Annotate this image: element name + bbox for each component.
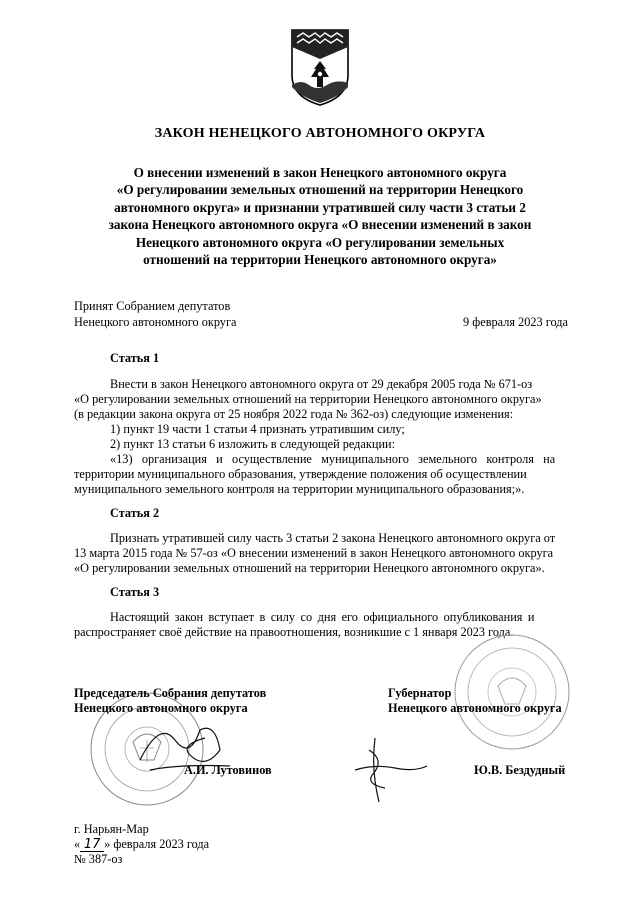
right-signer-title: Ненецкого автономного округа [388, 701, 562, 715]
article-1-quote: муниципального земельного контроля на территории муниципального образования;». [74, 482, 525, 496]
article-3-heading: Статья 3 [110, 585, 160, 599]
article-1-quote: «13) организация и осуществление муниципального земельного контроля на [110, 452, 556, 466]
handwritten-signature-right [345, 730, 435, 810]
subtitle-line: Ненецкого автономного округа «О регулировании земельных [135, 234, 505, 250]
footer-number: № 387-оз [74, 852, 123, 866]
article-2-text: 13 марта 2015 года № 57-оз «О внесении изменений в закон Ненецкого автономного округа [74, 546, 554, 560]
handwritten-signature-left [120, 700, 240, 780]
article-1-heading: Статья 1 [110, 351, 160, 365]
right-signer-title: Губернатор [388, 686, 452, 700]
article-1-text: «О регулировании земельных отношений на территории Ненецкого автономного округа» [74, 392, 542, 406]
article-3-text: Настоящий закон вступает в силу со дня его официального опубликования и [110, 610, 535, 624]
article-1-quote: территории муниципального образования, утверждение положения об осуществлении [74, 467, 527, 481]
article-1-text: Внести в закон Ненецкого автономного округа от 29 декабря 2005 года № 671-оз [110, 377, 533, 391]
adoption-date: 9 февраля 2023 года [463, 315, 568, 329]
article-1-item: 1) пункт 19 части 1 статьи 4 признать утратившим силу; [110, 422, 405, 436]
footer-date-open: « [74, 837, 81, 851]
article-3-text: распространяет своё действие на правоотношения, возникшие с 1 января 2023 года. [74, 625, 514, 639]
article-1-item: 2) пункт 13 статьи 6 изложить в следующей редакции: [110, 437, 396, 451]
right-signer-name: Ю.В. Бездудный [474, 763, 566, 777]
subtitle-line: автономного округа» и признании утратившей силу части 3 статьи 2 [114, 199, 526, 215]
article-2-text: Признать утратившей силу часть 3 статьи 2 закона Ненецкого автономного округа от [110, 531, 556, 545]
law-subtitle [70, 164, 570, 268]
left-signer-title: Председатель Собрания депутатов [74, 686, 267, 700]
subtitle-line: «О регулировании земельных отношений на территории Ненецкого [116, 182, 524, 198]
left-signer-name: А.И. Лутовинов [184, 763, 272, 777]
subtitle-line: закона Ненецкого автономного округа «О внесении изменений в закон [108, 217, 532, 233]
footer-date [74, 837, 209, 853]
article-2-heading: Статья 2 [110, 506, 160, 520]
subtitle-line: О внесении изменений в закон Ненецкого автономного округа [133, 165, 507, 180]
article-2-text: «О регулировании земельных отношений на территории Ненецкого автономного округа». [74, 561, 545, 575]
law-title: ЗАКОН НЕНЕЦКОГО АВТОНОМНОГО ОКРУГА [154, 126, 486, 141]
article-1-text: (в редакции закона округа от 25 ноября 2022 года № 362-оз) следующие изменения: [74, 407, 514, 421]
left-signer-title: Ненецкого автономного округа [74, 701, 248, 715]
footer-city: г. Нарьян-Мар [74, 822, 149, 836]
footer-date-day: 17 [80, 838, 104, 852]
nenets-coat-of-arms-icon [289, 27, 351, 107]
footer-date-rest: » февраля 2023 года [104, 837, 210, 851]
adoption-line-1: Принят Собранием депутатов [74, 299, 231, 313]
subtitle-line: отношений на территории Ненецкого автономного округа» [143, 252, 497, 268]
adoption-line-2: Ненецкого автономного округа [74, 315, 237, 329]
official-seal-right [452, 632, 572, 752]
